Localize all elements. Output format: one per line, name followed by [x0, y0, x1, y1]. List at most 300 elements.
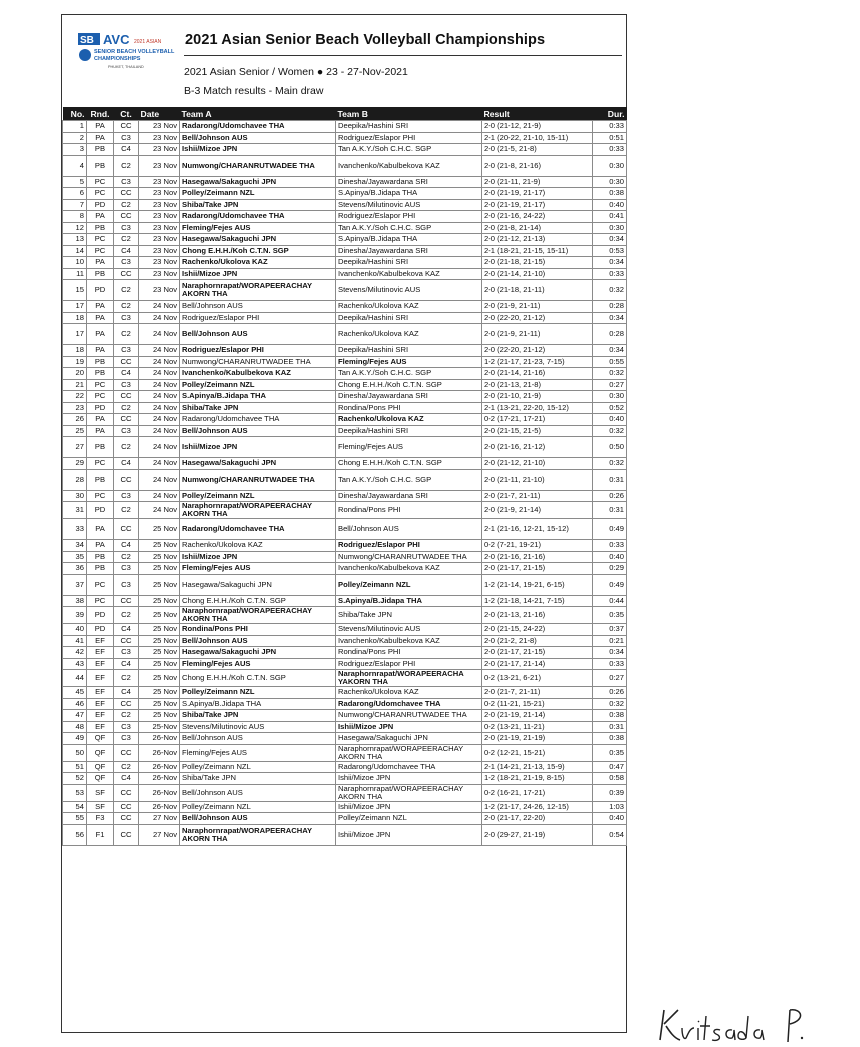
cell-rnd: PD	[87, 502, 114, 519]
cell-date: 23 Nov	[139, 121, 180, 133]
cell-no: 30	[63, 490, 87, 502]
table-row	[63, 188, 627, 200]
cell-rnd: QF	[87, 733, 114, 745]
cell-team-b: Numwong/CHARANRUTWADEE THA	[336, 551, 482, 563]
title-rule	[184, 55, 622, 56]
col-team-a: Team A	[180, 107, 336, 121]
cell-team-a: Polley/Zeimann NZL	[180, 188, 336, 200]
cell-rnd: EF	[87, 687, 114, 699]
cell-rnd: PC	[87, 574, 114, 595]
cell-date: 25 Nov	[139, 540, 180, 552]
cell-ct: CC	[114, 744, 139, 761]
table-row	[63, 733, 627, 745]
results-table	[62, 107, 627, 846]
cell-ct: C3	[114, 132, 139, 144]
cell-team-a: Hasegawa/Sakaguchi JPN	[180, 458, 336, 470]
cell-team-a: Hasegawa/Sakaguchi JPN	[180, 176, 336, 188]
cell-team-b: Chong E.H.H./Koh C.T.N. SGP	[336, 458, 482, 470]
table-row	[63, 813, 627, 825]
col-court: Ct.	[114, 107, 139, 121]
event-subtitle: 2021 Asian Senior / Women ● 23 - 27-Nov-2021	[184, 66, 408, 78]
cell-rnd: PD	[87, 607, 114, 624]
cell-ct: C3	[114, 574, 139, 595]
cell-team-a: Ishii/Mizoe JPN	[180, 437, 336, 458]
table-row	[63, 121, 627, 133]
cell-team-a: Hasegawa/Sakaguchi JPN	[180, 574, 336, 595]
cell-no: 35	[63, 551, 87, 563]
svg-text:AVC: AVC	[103, 32, 130, 47]
cell-team-b: Dinesha/Jayawardana SRI	[336, 176, 482, 188]
cell-team-b: Stevens/Milutinovic AUS	[336, 199, 482, 211]
cell-no: 14	[63, 245, 87, 257]
cell-date: 26-Nov	[139, 773, 180, 785]
cell-result: 2-0 (21-2, 21-8)	[482, 635, 593, 647]
cell-result: 2-0 (21-14, 21-16)	[482, 368, 593, 380]
table-row	[63, 490, 627, 502]
cell-duration: 0:49	[593, 519, 627, 540]
cell-no: 34	[63, 540, 87, 552]
cell-result: 2-0 (22-20, 21-12)	[482, 312, 593, 324]
cell-ct: CC	[114, 824, 139, 845]
cell-ct: C3	[114, 345, 139, 357]
cell-team-b: Ishii/Mizoe JPN	[336, 824, 482, 845]
col-date: Date	[139, 107, 180, 121]
cell-result: 2-0 (21-16, 21-16)	[482, 551, 593, 563]
table-row	[63, 245, 627, 257]
cell-no: 49	[63, 733, 87, 745]
table-row	[63, 234, 627, 246]
cell-date: 24 Nov	[139, 379, 180, 391]
cell-team-a: Bell/Johnson AUS	[180, 635, 336, 647]
table-row	[63, 607, 627, 624]
cell-team-a: Numwong/CHARANRUTWADEE THA	[180, 469, 336, 490]
cell-duration: 0:33	[593, 540, 627, 552]
cell-team-a: Polley/Zeimann NZL	[180, 687, 336, 699]
cell-duration: 0:38	[593, 710, 627, 722]
cell-rnd: EF	[87, 721, 114, 733]
cell-result: 0-2 (16-21, 17-21)	[482, 784, 593, 801]
cell-ct: C4	[114, 458, 139, 470]
cell-team-b: Rachenko/Ukolova KAZ	[336, 301, 482, 313]
cell-ct: C4	[114, 144, 139, 156]
cell-no: 50	[63, 744, 87, 761]
cell-rnd: EF	[87, 698, 114, 710]
cell-date: 24 Nov	[139, 502, 180, 519]
table-row	[63, 414, 627, 426]
cell-team-a: Bell/Johnson AUS	[180, 132, 336, 144]
cell-ct: C3	[114, 563, 139, 575]
cell-date: 25 Nov	[139, 624, 180, 636]
cell-team-b: Rodriguez/Eslapor PHI	[336, 132, 482, 144]
cell-result: 2-1 (14-21, 21-13, 15-9)	[482, 761, 593, 773]
cell-team-b: Fleming/Fejes AUS	[336, 437, 482, 458]
cell-rnd: EF	[87, 658, 114, 670]
cell-no: 13	[63, 234, 87, 246]
cell-ct: C4	[114, 368, 139, 380]
cell-rnd: PD	[87, 624, 114, 636]
cell-no: 53	[63, 784, 87, 801]
cell-result: 2-0 (29-27, 21-19)	[482, 824, 593, 845]
cell-result: 2-1 (18-21, 21-15, 15-11)	[482, 245, 593, 257]
table-row	[63, 773, 627, 785]
col-result: Result	[482, 107, 593, 121]
table-row	[63, 257, 627, 269]
cell-team-a: Chong E.H.H./Koh C.T.N. SGP	[180, 245, 336, 257]
cell-team-a: Shiba/Take JPN	[180, 710, 336, 722]
cell-ct: C2	[114, 437, 139, 458]
cell-duration: 0:32	[593, 368, 627, 380]
cell-team-b: Ishii/Mizoe JPN	[336, 773, 482, 785]
cell-rnd: QF	[87, 773, 114, 785]
cell-team-b: Ishii/Mizoe JPN	[336, 801, 482, 813]
cell-no: 40	[63, 624, 87, 636]
cell-team-a: Rondina/Pons PHI	[180, 624, 336, 636]
cell-no: 27	[63, 437, 87, 458]
document-title: 2021 Asian Senior Beach Volleyball Championships	[185, 32, 546, 48]
cell-result: 2-0 (21-5, 21-8)	[482, 144, 593, 156]
cell-no: 47	[63, 710, 87, 722]
cell-no: 23	[63, 402, 87, 414]
cell-rnd: F1	[87, 824, 114, 845]
cell-no: 45	[63, 687, 87, 699]
cell-rnd: PC	[87, 391, 114, 403]
cell-no: 19	[63, 356, 87, 368]
cell-duration: 0:33	[593, 121, 627, 133]
cell-rnd: EF	[87, 710, 114, 722]
svg-text:2021 ASIAN: 2021 ASIAN	[134, 39, 162, 45]
cell-ct: C2	[114, 402, 139, 414]
cell-duration: 1:03	[593, 801, 627, 813]
cell-result: 2-0 (21-7, 21-11)	[482, 687, 593, 699]
cell-no: 26	[63, 414, 87, 426]
cell-date: 23 Nov	[139, 280, 180, 301]
cell-result: 2-0 (21-14, 21-10)	[482, 268, 593, 280]
cell-result: 2-0 (21-15, 24-22)	[482, 624, 593, 636]
table-row	[63, 710, 627, 722]
cell-team-a: Ishii/Mizoe JPN	[180, 144, 336, 156]
cell-ct: C2	[114, 234, 139, 246]
cell-no: 28	[63, 469, 87, 490]
cell-team-b: Chong E.H.H./Koh C.T.N. SGP	[336, 379, 482, 391]
cell-date: 25 Nov	[139, 563, 180, 575]
cell-team-b: Deepika/Hashini SRI	[336, 345, 482, 357]
cell-ct: CC	[114, 698, 139, 710]
cell-duration: 0:55	[593, 356, 627, 368]
cell-result: 2-0 (21-12, 21-9)	[482, 121, 593, 133]
cell-duration: 0:32	[593, 280, 627, 301]
cell-duration: 0:34	[593, 312, 627, 324]
cell-ct: CC	[114, 356, 139, 368]
cell-no: 31	[63, 502, 87, 519]
cell-no: 21	[63, 379, 87, 391]
cell-date: 23 Nov	[139, 188, 180, 200]
cell-result: 2-0 (21-13, 21-8)	[482, 379, 593, 391]
cell-result: 2-0 (21-19, 21-17)	[482, 188, 593, 200]
table-row	[63, 744, 627, 761]
cell-ct: C2	[114, 551, 139, 563]
cell-result: 2-0 (21-19, 21-14)	[482, 710, 593, 722]
cell-team-b: Ivanchenko/Kabulbekova KAZ	[336, 155, 482, 176]
cell-date: 25 Nov	[139, 551, 180, 563]
table-row	[63, 784, 627, 801]
cell-date: 25 Nov	[139, 647, 180, 659]
cell-team-a: Chong E.H.H./Koh C.T.N. SGP	[180, 670, 336, 687]
cell-team-b: Radarong/Udomchavee THA	[336, 698, 482, 710]
cell-no: 39	[63, 607, 87, 624]
cell-duration: 0:49	[593, 574, 627, 595]
cell-team-b: Rondina/Pons PHI	[336, 502, 482, 519]
cell-team-a: Bell/Johnson AUS	[180, 324, 336, 345]
cell-rnd: PC	[87, 379, 114, 391]
cell-duration: 0:27	[593, 670, 627, 687]
cell-no: 10	[63, 257, 87, 269]
cell-date: 25 Nov	[139, 635, 180, 647]
cell-duration: 0:34	[593, 647, 627, 659]
section-title: B-3 Match results - Main draw	[184, 85, 324, 97]
table-row	[63, 155, 627, 176]
cell-duration: 0:40	[593, 414, 627, 426]
cell-team-b: Tan A.K.Y./Soh C.H.C. SGP	[336, 469, 482, 490]
cell-duration: 0:58	[593, 773, 627, 785]
cell-ct: C2	[114, 607, 139, 624]
table-row	[63, 551, 627, 563]
cell-duration: 0:34	[593, 345, 627, 357]
cell-result: 2-0 (21-8, 21-16)	[482, 155, 593, 176]
handwritten-signature	[652, 1002, 832, 1044]
cell-team-b: Rachenko/Ukolova KAZ	[336, 414, 482, 426]
cell-team-b: Ivanchenko/Kabulbekova KAZ	[336, 268, 482, 280]
table-row	[63, 402, 627, 414]
cell-no: 43	[63, 658, 87, 670]
table-row	[63, 761, 627, 773]
cell-result: 2-0 (21-17, 21-14)	[482, 658, 593, 670]
cell-rnd: QF	[87, 744, 114, 761]
cell-no: 33	[63, 519, 87, 540]
cell-team-a: Rachenko/Ukolova KAZ	[180, 257, 336, 269]
cell-team-a: Polley/Zeimann NZL	[180, 801, 336, 813]
cell-team-a: Bell/Johnson AUS	[180, 813, 336, 825]
cell-no: 17	[63, 301, 87, 313]
cell-team-a: Naraphornrapat/WORAPEERACHAY AKORN THA	[180, 280, 336, 301]
cell-team-b: Stevens/Milutinovic AUS	[336, 280, 482, 301]
cell-rnd: PA	[87, 414, 114, 426]
cell-rnd: PD	[87, 280, 114, 301]
cell-date: 24 Nov	[139, 414, 180, 426]
cell-result: 2-1 (20-22, 21-10, 15-11)	[482, 132, 593, 144]
cell-ct: C3	[114, 312, 139, 324]
cell-date: 24 Nov	[139, 437, 180, 458]
cell-ct: C3	[114, 176, 139, 188]
cell-date: 25 Nov	[139, 670, 180, 687]
table-row	[63, 144, 627, 156]
cell-ct: C2	[114, 710, 139, 722]
cell-ct: C2	[114, 280, 139, 301]
cell-ct: C2	[114, 301, 139, 313]
cell-date: 24 Nov	[139, 301, 180, 313]
cell-date: 26-Nov	[139, 801, 180, 813]
cell-date: 25 Nov	[139, 698, 180, 710]
cell-date: 25 Nov	[139, 710, 180, 722]
cell-duration: 0:35	[593, 607, 627, 624]
cell-rnd: PA	[87, 312, 114, 324]
table-row	[63, 356, 627, 368]
col-round: Rnd.	[87, 107, 114, 121]
cell-team-b: Naraphornrapat/WORAPEERACHA YAKORN THA	[336, 670, 482, 687]
cell-ct: CC	[114, 519, 139, 540]
table-row	[63, 687, 627, 699]
cell-duration: 0:33	[593, 144, 627, 156]
cell-team-b: Fleming/Fejes AUS	[336, 356, 482, 368]
cell-team-a: Rodriguez/Eslapor PHI	[180, 345, 336, 357]
cell-ct: C3	[114, 647, 139, 659]
table-row	[63, 312, 627, 324]
cell-result: 2-0 (21-13, 21-16)	[482, 607, 593, 624]
cell-duration: 0:33	[593, 268, 627, 280]
cell-team-a: Rachenko/Ukolova KAZ	[180, 540, 336, 552]
cell-team-b: Rodriguez/Eslapor PHI	[336, 540, 482, 552]
cell-no: 56	[63, 824, 87, 845]
cell-rnd: EF	[87, 647, 114, 659]
cell-no: 36	[63, 563, 87, 575]
cell-duration: 0:44	[593, 595, 627, 607]
cell-ct: C3	[114, 721, 139, 733]
cell-result: 2-0 (21-12, 21-10)	[482, 458, 593, 470]
cell-rnd: PA	[87, 257, 114, 269]
cell-ct: C3	[114, 379, 139, 391]
cell-rnd: PB	[87, 144, 114, 156]
cell-ct: CC	[114, 801, 139, 813]
cell-no: 29	[63, 458, 87, 470]
col-no: No.	[63, 107, 87, 121]
table-row	[63, 379, 627, 391]
cell-team-b: Rodriguez/Eslapor PHI	[336, 658, 482, 670]
table-row	[63, 574, 627, 595]
cell-duration: 0:32	[593, 698, 627, 710]
table-row	[63, 670, 627, 687]
cell-rnd: PC	[87, 245, 114, 257]
cell-result: 0-2 (12-21, 15-21)	[482, 744, 593, 761]
table-row	[63, 425, 627, 437]
cell-rnd: PB	[87, 222, 114, 234]
cell-team-a: Radarong/Udomchavee THA	[180, 211, 336, 223]
cell-no: 12	[63, 222, 87, 234]
cell-team-b: Deepika/Hashini SRI	[336, 425, 482, 437]
table-header-row	[63, 107, 627, 121]
cell-duration: 0:34	[593, 234, 627, 246]
cell-rnd: PC	[87, 188, 114, 200]
cell-date: 25 Nov	[139, 658, 180, 670]
cell-duration: 0:39	[593, 784, 627, 801]
table-row	[63, 199, 627, 211]
cell-rnd: PA	[87, 324, 114, 345]
table-row	[63, 721, 627, 733]
table-row	[63, 698, 627, 710]
cell-result: 2-0 (21-10, 21-9)	[482, 391, 593, 403]
cell-duration: 0:26	[593, 490, 627, 502]
cell-ct: C4	[114, 624, 139, 636]
cell-ct: C4	[114, 687, 139, 699]
cell-ct: CC	[114, 784, 139, 801]
cell-team-b: Deepika/Hashini SRI	[336, 312, 482, 324]
cell-rnd: PB	[87, 437, 114, 458]
svg-text:PHUKET, THAILAND: PHUKET, THAILAND	[108, 65, 144, 69]
cell-team-a: Rodriguez/Eslapor PHI	[180, 312, 336, 324]
cell-rnd: PA	[87, 301, 114, 313]
cell-ct: CC	[114, 635, 139, 647]
cell-no: 3	[63, 144, 87, 156]
cell-rnd: PC	[87, 595, 114, 607]
cell-rnd: PB	[87, 551, 114, 563]
cell-duration: 0:32	[593, 458, 627, 470]
cell-result: 2-0 (21-7, 21-11)	[482, 490, 593, 502]
cell-ct: C4	[114, 658, 139, 670]
cell-team-b: Tan A.K.Y./Soh C.H.C. SGP	[336, 368, 482, 380]
cell-result: 0-2 (11-21, 15-21)	[482, 698, 593, 710]
cell-team-b: Rachenko/Ukolova KAZ	[336, 324, 482, 345]
cell-rnd: PA	[87, 425, 114, 437]
cell-duration: 0:28	[593, 324, 627, 345]
cell-team-a: Radarong/Udomchavee THA	[180, 121, 336, 133]
cell-date: 24 Nov	[139, 490, 180, 502]
cell-date: 26-Nov	[139, 733, 180, 745]
cell-date: 25-Nov	[139, 721, 180, 733]
cell-rnd: SF	[87, 801, 114, 813]
cell-result: 0-2 (13-21, 11-21)	[482, 721, 593, 733]
table-row	[63, 132, 627, 144]
cell-result: 0-2 (17-21, 17-21)	[482, 414, 593, 426]
cell-result: 2-0 (21-15, 21-5)	[482, 425, 593, 437]
cell-duration: 0:51	[593, 132, 627, 144]
table-row	[63, 458, 627, 470]
table-row	[63, 647, 627, 659]
table-row	[63, 635, 627, 647]
cell-result: 2-0 (21-16, 21-12)	[482, 437, 593, 458]
cell-date: 27 Nov	[139, 824, 180, 845]
cell-result: 2-0 (21-19, 21-19)	[482, 733, 593, 745]
cell-no: 4	[63, 155, 87, 176]
cell-team-a: Shiba/Take JPN	[180, 773, 336, 785]
cell-no: 11	[63, 268, 87, 280]
svg-text:SB: SB	[80, 35, 94, 46]
cell-team-b: Rodriguez/Eslapor PHI	[336, 211, 482, 223]
table-row	[63, 368, 627, 380]
cell-result: 2-0 (21-19, 21-17)	[482, 199, 593, 211]
table-row	[63, 268, 627, 280]
cell-team-b: Naraphornrapat/WORAPEERACHAY AKORN THA	[336, 744, 482, 761]
cell-duration: 0:47	[593, 761, 627, 773]
cell-duration: 0:27	[593, 379, 627, 391]
cell-result: 0-2 (13-21, 6-21)	[482, 670, 593, 687]
cell-date: 27 Nov	[139, 813, 180, 825]
cell-no: 38	[63, 595, 87, 607]
cell-date: 24 Nov	[139, 458, 180, 470]
cell-team-a: S.Apinya/B.Jidapa THA	[180, 698, 336, 710]
cell-duration: 0:54	[593, 824, 627, 845]
cell-date: 23 Nov	[139, 234, 180, 246]
cell-ct: C2	[114, 199, 139, 211]
cell-team-a: Stevens/Milutinovic AUS	[180, 721, 336, 733]
cell-duration: 0:31	[593, 721, 627, 733]
cell-team-a: Hasegawa/Sakaguchi JPN	[180, 647, 336, 659]
cell-rnd: PA	[87, 121, 114, 133]
cell-date: 25 Nov	[139, 687, 180, 699]
cell-team-a: Chong E.H.H./Koh C.T.N. SGP	[180, 595, 336, 607]
table-row	[63, 280, 627, 301]
table-row	[63, 437, 627, 458]
cell-rnd: QF	[87, 761, 114, 773]
cell-duration: 0:52	[593, 402, 627, 414]
cell-team-b: Shiba/Take JPN	[336, 607, 482, 624]
